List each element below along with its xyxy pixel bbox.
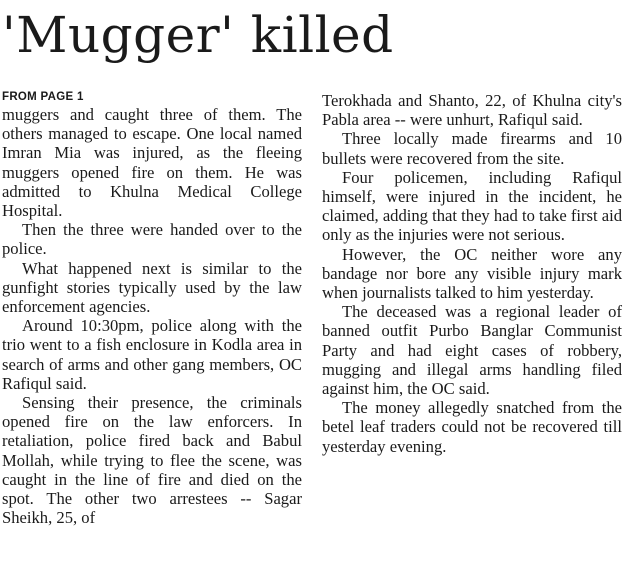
paragraph: muggers and caught three of them. The others managed to escape. One local named Imran Mia was injured, as the fleeing muggers opened fire on them. He was admitted to Khulna Medical College Hospital. [2, 105, 302, 221]
headline: 'Mugger' killed [2, 6, 394, 64]
paragraph: Four policemen, including Rafiqul himself, were injured in the incident, he claimed, adding that they had to take first aid only as the injuries were not serious. [322, 167, 622, 245]
article-column-right [322, 91, 622, 456]
paragraph: However, the OC neither wore any bandage nor bore any visible injury mark when journalists talked to him yesterday. [322, 244, 622, 303]
paragraph: Then the three were handed over to the police. [2, 220, 302, 259]
paragraph: Sensing their presence, the criminals opened fire on the law enforcers. In retaliation, police fired back and Babul Mollah, while trying to flee the scene, was caught in the line of fire and died on the spot. The other two arrestees -- Sagar Sheikh, 25, of [2, 393, 302, 528]
paragraph: The deceased was a regional leader of banned outfit Purbo Banglar Communist Party and had eight cases of robbery, mugging and illegal arms handling filed against him, the OC said. [322, 302, 622, 399]
paragraph: The money allegedly snatched from the betel leaf traders could not be recovered till yesterday evening. [322, 398, 622, 456]
paragraph: Three locally made firearms and 10 bullets were recovered from the site. [322, 129, 622, 168]
article-column-left [2, 90, 302, 527]
paragraph: Terokhada and Shanto, 22, of Khulna city's Pabla area -- were unhurt, Rafiqul said. [322, 91, 622, 130]
continuation-kicker: FROM PAGE 1 [2, 91, 84, 103]
paragraph: Around 10:30pm, police along with the trio went to a fish enclosure in Kodla area in search of arms and other gang members, OC Rafiqul said. [2, 316, 302, 393]
paragraph: What happened next is similar to the gunfight stories typically used by the law enforcement agencies. [2, 258, 302, 317]
